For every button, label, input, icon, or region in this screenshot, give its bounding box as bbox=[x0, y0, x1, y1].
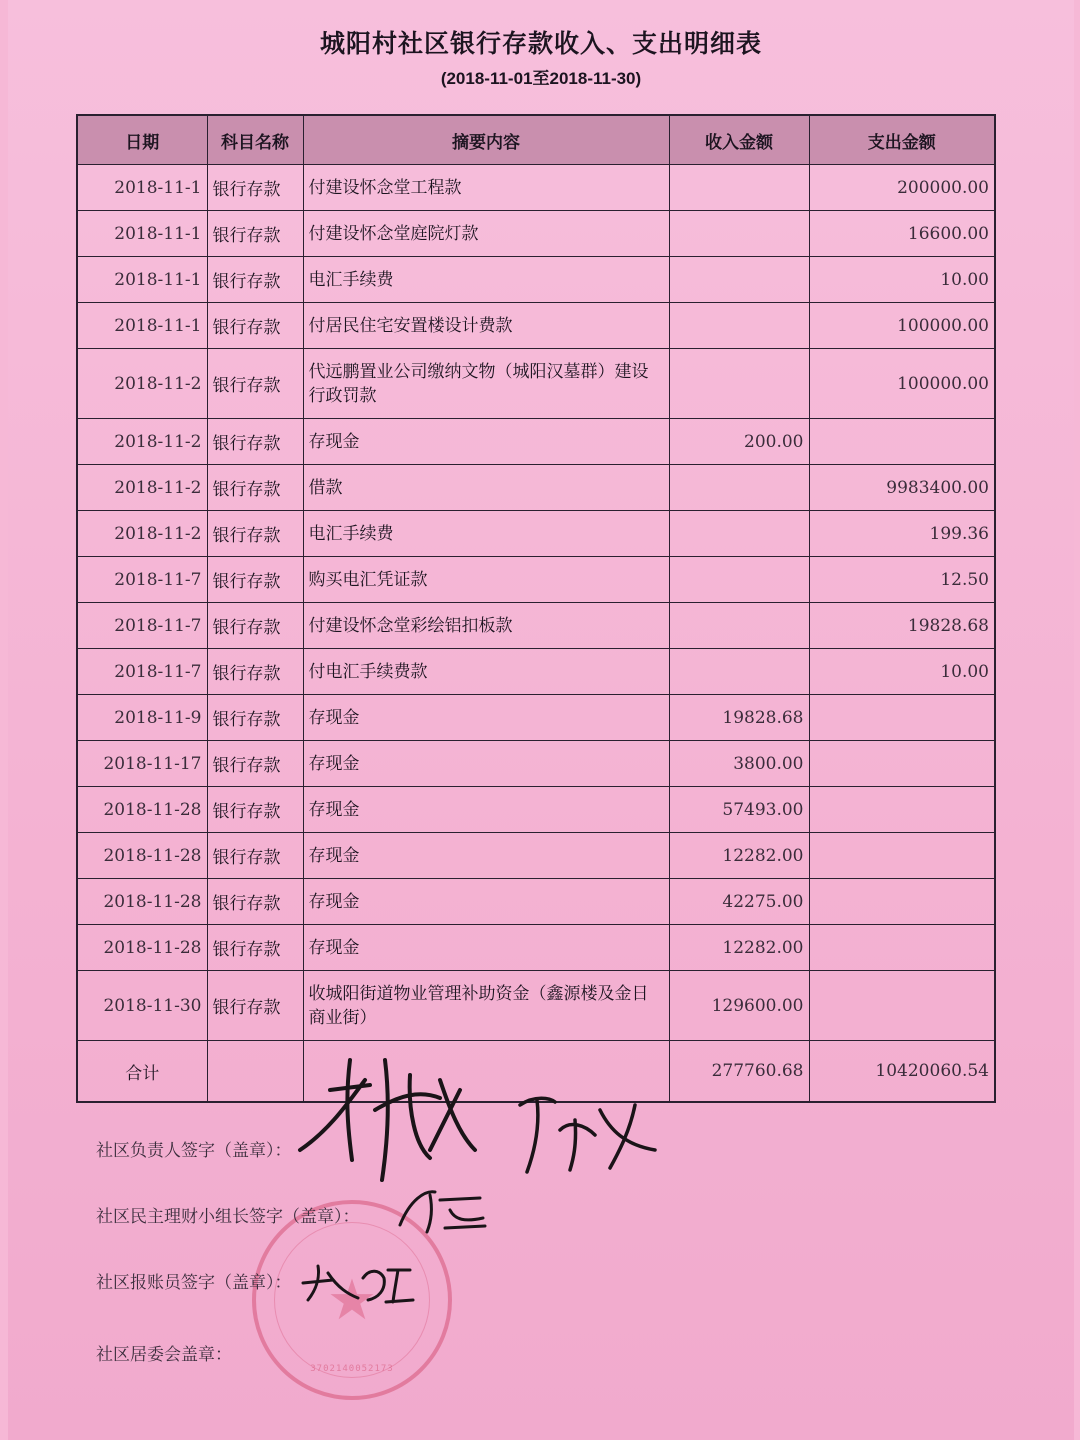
income-cell bbox=[669, 349, 809, 419]
subject-cell: 银行存款 bbox=[207, 511, 303, 557]
table-row bbox=[77, 211, 995, 257]
total-income: 277760.68 bbox=[669, 1041, 809, 1103]
income-cell: 129600.00 bbox=[669, 971, 809, 1041]
date-cell: 2018-11-1 bbox=[77, 257, 207, 303]
expense-cell: 16600.00 bbox=[809, 211, 995, 257]
accountant-signature-label: 社区报账员签字（盖章）： bbox=[96, 1273, 292, 1293]
date-cell: 2018-11-28 bbox=[77, 879, 207, 925]
ledger-body bbox=[77, 165, 995, 1041]
leader-signature-mark bbox=[290, 1040, 490, 1190]
date-cell: 2018-11-28 bbox=[77, 787, 207, 833]
subject-cell: 银行存款 bbox=[207, 465, 303, 511]
expense-cell: 12.50 bbox=[809, 557, 995, 603]
ledger-table bbox=[76, 114, 996, 1103]
subject-cell: 银行存款 bbox=[207, 741, 303, 787]
date-cell: 2018-11-1 bbox=[77, 303, 207, 349]
subject-cell: 银行存款 bbox=[207, 787, 303, 833]
expense-cell bbox=[809, 787, 995, 833]
accountant-signature-mark bbox=[298, 1258, 418, 1308]
date-cell: 2018-11-2 bbox=[77, 419, 207, 465]
summary-cell: 存现金 bbox=[303, 787, 669, 833]
income-cell bbox=[669, 303, 809, 349]
subject-cell: 银行存款 bbox=[207, 603, 303, 649]
summary-cell: 借款 bbox=[303, 465, 669, 511]
subject-cell: 银行存款 bbox=[207, 695, 303, 741]
table-row bbox=[77, 603, 995, 649]
summary-cell: 电汇手续费 bbox=[303, 511, 669, 557]
table-row bbox=[77, 165, 995, 211]
income-cell bbox=[669, 557, 809, 603]
expense-cell: 199.36 bbox=[809, 511, 995, 557]
date-cell: 2018-11-17 bbox=[77, 741, 207, 787]
table-row bbox=[77, 787, 995, 833]
header-summary: 摘要内容 bbox=[303, 115, 669, 165]
expense-cell: 10.00 bbox=[809, 649, 995, 695]
date-cell: 2018-11-2 bbox=[77, 511, 207, 557]
summary-cell: 代远鹏置业公司缴纳文物（城阳汉墓群）建设行政罚款 bbox=[303, 349, 669, 419]
table-row bbox=[77, 925, 995, 971]
table-row bbox=[77, 303, 995, 349]
summary-cell: 购买电汇凭证款 bbox=[303, 557, 669, 603]
expense-cell bbox=[809, 741, 995, 787]
summary-cell: 存现金 bbox=[303, 833, 669, 879]
finance-group-signature-mark bbox=[395, 1180, 495, 1240]
expense-cell bbox=[809, 419, 995, 465]
star-icon: ★ bbox=[326, 1268, 378, 1333]
date-cell: 2018-11-7 bbox=[77, 557, 207, 603]
date-cell: 2018-11-28 bbox=[77, 925, 207, 971]
expense-cell bbox=[809, 925, 995, 971]
seal-code: 3702140052173 bbox=[310, 1364, 394, 1374]
header-expense: 支出金额 bbox=[809, 115, 995, 165]
expense-cell bbox=[809, 971, 995, 1041]
date-cell: 2018-11-2 bbox=[77, 465, 207, 511]
summary-cell: 付电汇手续费款 bbox=[303, 649, 669, 695]
date-cell: 2018-11-9 bbox=[77, 695, 207, 741]
income-cell: 3800.00 bbox=[669, 741, 809, 787]
income-cell bbox=[669, 211, 809, 257]
expense-cell: 19828.68 bbox=[809, 603, 995, 649]
expense-cell: 100000.00 bbox=[809, 303, 995, 349]
income-cell: 12282.00 bbox=[669, 925, 809, 971]
subject-cell: 银行存款 bbox=[207, 833, 303, 879]
subject-cell: 银行存款 bbox=[207, 165, 303, 211]
total-empty-subject bbox=[207, 1041, 303, 1103]
date-cell: 2018-11-7 bbox=[77, 649, 207, 695]
income-cell bbox=[669, 165, 809, 211]
subject-cell: 银行存款 bbox=[207, 419, 303, 465]
summary-cell: 存现金 bbox=[303, 741, 669, 787]
date-cell: 2018-11-1 bbox=[77, 165, 207, 211]
subject-cell: 银行存款 bbox=[207, 557, 303, 603]
income-cell bbox=[669, 511, 809, 557]
total-label: 合计 bbox=[77, 1041, 207, 1103]
table-row bbox=[77, 741, 995, 787]
document-title: 城阳村社区银行存款收入、支出明细表 bbox=[319, 29, 762, 58]
document-period: (2018-11-01至2018-11-30) bbox=[440, 69, 642, 88]
subject-cell: 银行存款 bbox=[207, 649, 303, 695]
expense-cell: 200000.00 bbox=[809, 165, 995, 211]
table-row bbox=[77, 833, 995, 879]
committee-seal-label: 社区居委会盖章： bbox=[96, 1345, 232, 1365]
summary-cell: 存现金 bbox=[303, 925, 669, 971]
summary-cell: 付建设怀念堂工程款 bbox=[303, 165, 669, 211]
subject-cell: 银行存款 bbox=[207, 971, 303, 1041]
header-subject: 科目名称 bbox=[207, 115, 303, 165]
finance-group-signature-label: 社区民主理财小组长签字（盖章）： bbox=[96, 1207, 360, 1227]
summary-cell: 付建设怀念堂彩绘铝扣板款 bbox=[303, 603, 669, 649]
date-cell: 2018-11-1 bbox=[77, 211, 207, 257]
income-cell bbox=[669, 465, 809, 511]
subject-cell: 银行存款 bbox=[207, 211, 303, 257]
income-cell: 42275.00 bbox=[669, 879, 809, 925]
subject-cell: 银行存款 bbox=[207, 879, 303, 925]
income-cell: 57493.00 bbox=[669, 787, 809, 833]
date-cell: 2018-11-30 bbox=[77, 971, 207, 1041]
subject-cell: 银行存款 bbox=[207, 257, 303, 303]
expense-cell: 100000.00 bbox=[809, 349, 995, 419]
header-date: 日期 bbox=[77, 115, 207, 165]
income-cell: 200.00 bbox=[669, 419, 809, 465]
table-row bbox=[77, 695, 995, 741]
income-cell: 19828.68 bbox=[669, 695, 809, 741]
total-expense: 10420060.54 bbox=[809, 1041, 995, 1103]
table-row bbox=[77, 971, 995, 1041]
subject-cell: 银行存款 bbox=[207, 303, 303, 349]
date-cell: 2018-11-2 bbox=[77, 349, 207, 419]
summary-cell: 存现金 bbox=[303, 695, 669, 741]
table-row bbox=[77, 879, 995, 925]
summary-cell: 收城阳街道物业管理补助资金（鑫源楼及金日商业街） bbox=[303, 971, 669, 1041]
expense-cell bbox=[809, 695, 995, 741]
leader-signature-label: 社区负责人签字（盖章）： bbox=[96, 1141, 292, 1161]
income-cell bbox=[669, 603, 809, 649]
table-row bbox=[77, 257, 995, 303]
income-cell: 12282.00 bbox=[669, 833, 809, 879]
table-row bbox=[77, 465, 995, 511]
subject-cell: 银行存款 bbox=[207, 349, 303, 419]
summary-cell: 付建设怀念堂庭院灯款 bbox=[303, 211, 669, 257]
leader-signature-mark-2 bbox=[515, 1090, 665, 1180]
date-cell: 2018-11-7 bbox=[77, 603, 207, 649]
header-income: 收入金额 bbox=[669, 115, 809, 165]
summary-cell: 存现金 bbox=[303, 419, 669, 465]
income-cell bbox=[669, 649, 809, 695]
table-row bbox=[77, 349, 995, 419]
summary-cell: 电汇手续费 bbox=[303, 257, 669, 303]
summary-cell: 存现金 bbox=[303, 879, 669, 925]
date-cell: 2018-11-28 bbox=[77, 833, 207, 879]
expense-cell bbox=[809, 833, 995, 879]
income-cell bbox=[669, 257, 809, 303]
table-header-row bbox=[77, 115, 995, 165]
summary-cell: 付居民住宅安置楼设计费款 bbox=[303, 303, 669, 349]
table-row bbox=[77, 511, 995, 557]
table-row bbox=[77, 557, 995, 603]
expense-cell: 10.00 bbox=[809, 257, 995, 303]
table-row bbox=[77, 419, 995, 465]
expense-cell bbox=[809, 879, 995, 925]
expense-cell: 9983400.00 bbox=[809, 465, 995, 511]
subject-cell: 银行存款 bbox=[207, 925, 303, 971]
table-row bbox=[77, 649, 995, 695]
